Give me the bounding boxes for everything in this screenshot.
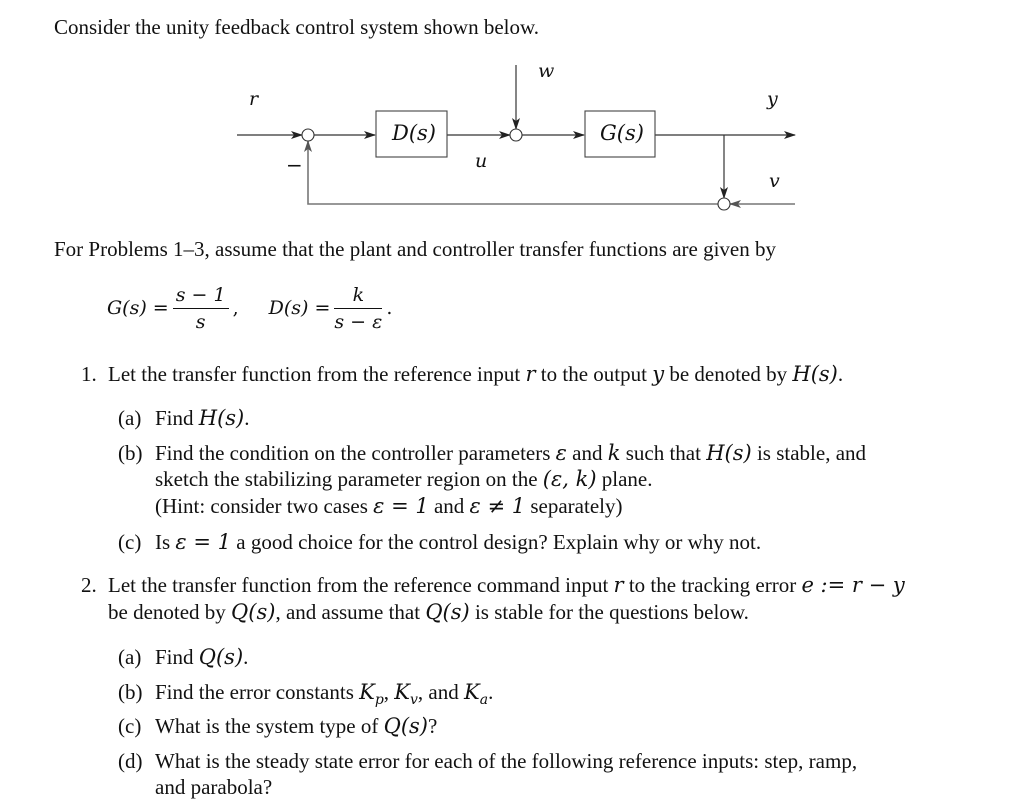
math-eps-eq-1: ε = 1 [175, 530, 231, 554]
text: , [383, 680, 395, 704]
summing-junction-error [302, 129, 314, 141]
text: Find the condition on the controller parameters [155, 441, 556, 465]
text: Find [155, 645, 199, 669]
math-Q: Q(s) [231, 600, 276, 624]
text: a good choice for the control design? Explain why or why not. [231, 530, 762, 554]
text: , and [417, 680, 464, 704]
math-error-def: e := r − y [801, 573, 905, 597]
math-r: r [525, 362, 536, 386]
text: Let the transfer function from the reference command input [108, 573, 614, 597]
intro-text: Consider the unity feedback control system shown below. [54, 15, 540, 39]
text: sketch the stabilizing parameter region on the [155, 467, 543, 491]
text: and [566, 441, 608, 465]
controller-equation-lhs: D(s) = [268, 297, 331, 319]
signal-u-label: u [475, 150, 488, 172]
text: Let the transfer function from the reference input [108, 362, 526, 386]
text: Is [155, 530, 176, 554]
problem-1 [81, 362, 843, 386]
item-label: (b) [118, 680, 143, 704]
signal-w-label: w [538, 60, 555, 82]
plant-numerator: s − 1 [173, 284, 229, 309]
controller-fraction [334, 284, 382, 333]
plant-fraction [173, 284, 229, 333]
problem-2-line2 [108, 600, 749, 624]
problem-2b [118, 680, 493, 712]
text: be denoted by [664, 362, 793, 386]
subscript-p: p [374, 692, 384, 709]
equation-period: . [386, 297, 393, 319]
transfer-function-equations [107, 278, 392, 338]
item-label: (b) [118, 441, 143, 465]
item-label: (d) [118, 749, 143, 773]
problem-2a [118, 645, 248, 669]
subscript-v: v [410, 692, 418, 709]
equation-separator: , [232, 297, 239, 319]
math-H: H(s) [198, 406, 245, 430]
controller-numerator: k [334, 284, 382, 309]
problem-1b [118, 441, 866, 465]
text: What is the system type of [155, 714, 384, 738]
math-eps-eq-1: ε = 1 [373, 494, 429, 518]
problem-1c [118, 530, 761, 554]
math-H: H(s) [706, 441, 752, 465]
text: (Hint: consider two cases [155, 494, 374, 518]
text: to the output [535, 362, 653, 386]
item-label: (c) [118, 530, 142, 554]
math-k: k [607, 441, 621, 465]
text: . [488, 680, 494, 704]
text: separately) [525, 494, 623, 518]
math-eps-neq-1: ε ≠ 1 [469, 494, 526, 518]
minus-sign: − [286, 153, 303, 177]
feedback-line [308, 141, 718, 204]
problem-2 [81, 573, 905, 597]
text: plane. [596, 467, 653, 491]
problem-2d [118, 749, 857, 773]
assumption-text: For Problems 1–3, assume that the plant and controller transfer functions are given by [54, 237, 776, 261]
problem-1b-hint [155, 494, 622, 518]
plant-label: G(s) [600, 121, 644, 145]
math-Q: Q(s) [383, 714, 429, 738]
problem-2c [118, 714, 437, 738]
problem-2d-line2 [155, 775, 272, 799]
text: is stable, and [751, 441, 867, 465]
math-K: K [359, 680, 375, 704]
text: Find the error constants [155, 680, 360, 704]
text: . [837, 362, 844, 386]
item-label: (a) [118, 406, 142, 430]
summing-junction-disturbance [510, 129, 522, 141]
problem-1a [118, 406, 250, 430]
math-epsilon: ε [555, 441, 567, 465]
plant-equation-lhs: G(s) = [107, 297, 169, 319]
text: What is the steady state error for each of the following reference inputs: step, ramp, [155, 749, 858, 773]
summing-junction-noise [718, 198, 730, 210]
text: Find [155, 406, 199, 430]
controller-denominator: s − ε [334, 310, 383, 333]
text: and [428, 494, 470, 518]
math-Q: Q(s) [425, 600, 470, 624]
math-y: y [652, 362, 665, 386]
math-eps-k: (ε, k) [542, 467, 597, 491]
subscript-a: a [479, 692, 489, 709]
plant-denominator: s [195, 310, 206, 333]
text: and parabola? [155, 775, 273, 799]
math-H: H(s) [792, 362, 838, 386]
item-label: (c) [118, 714, 142, 738]
text: such that [620, 441, 707, 465]
text: , and assume that [275, 600, 426, 624]
text: is stable for the questions below. [469, 600, 749, 624]
math-r: r [613, 573, 624, 597]
math-K: K [464, 680, 480, 704]
signal-y-label: y [767, 88, 778, 110]
text: . [244, 406, 250, 430]
block-diagram [0, 0, 1024, 230]
item-label: (a) [118, 645, 142, 669]
signal-v-label: v [769, 170, 780, 192]
problem-1-number: 1. [81, 362, 97, 386]
signal-r-label: r [249, 88, 259, 110]
problem-2-number: 2. [81, 573, 97, 597]
text: to the tracking error [623, 573, 802, 597]
problem-1b-line2 [155, 467, 653, 491]
text: . [243, 645, 249, 669]
math-Q: Q(s) [198, 645, 244, 669]
text: be denoted by [108, 600, 232, 624]
text: ? [428, 714, 438, 738]
math-K: K [394, 680, 410, 704]
controller-label: D(s) [392, 121, 436, 145]
